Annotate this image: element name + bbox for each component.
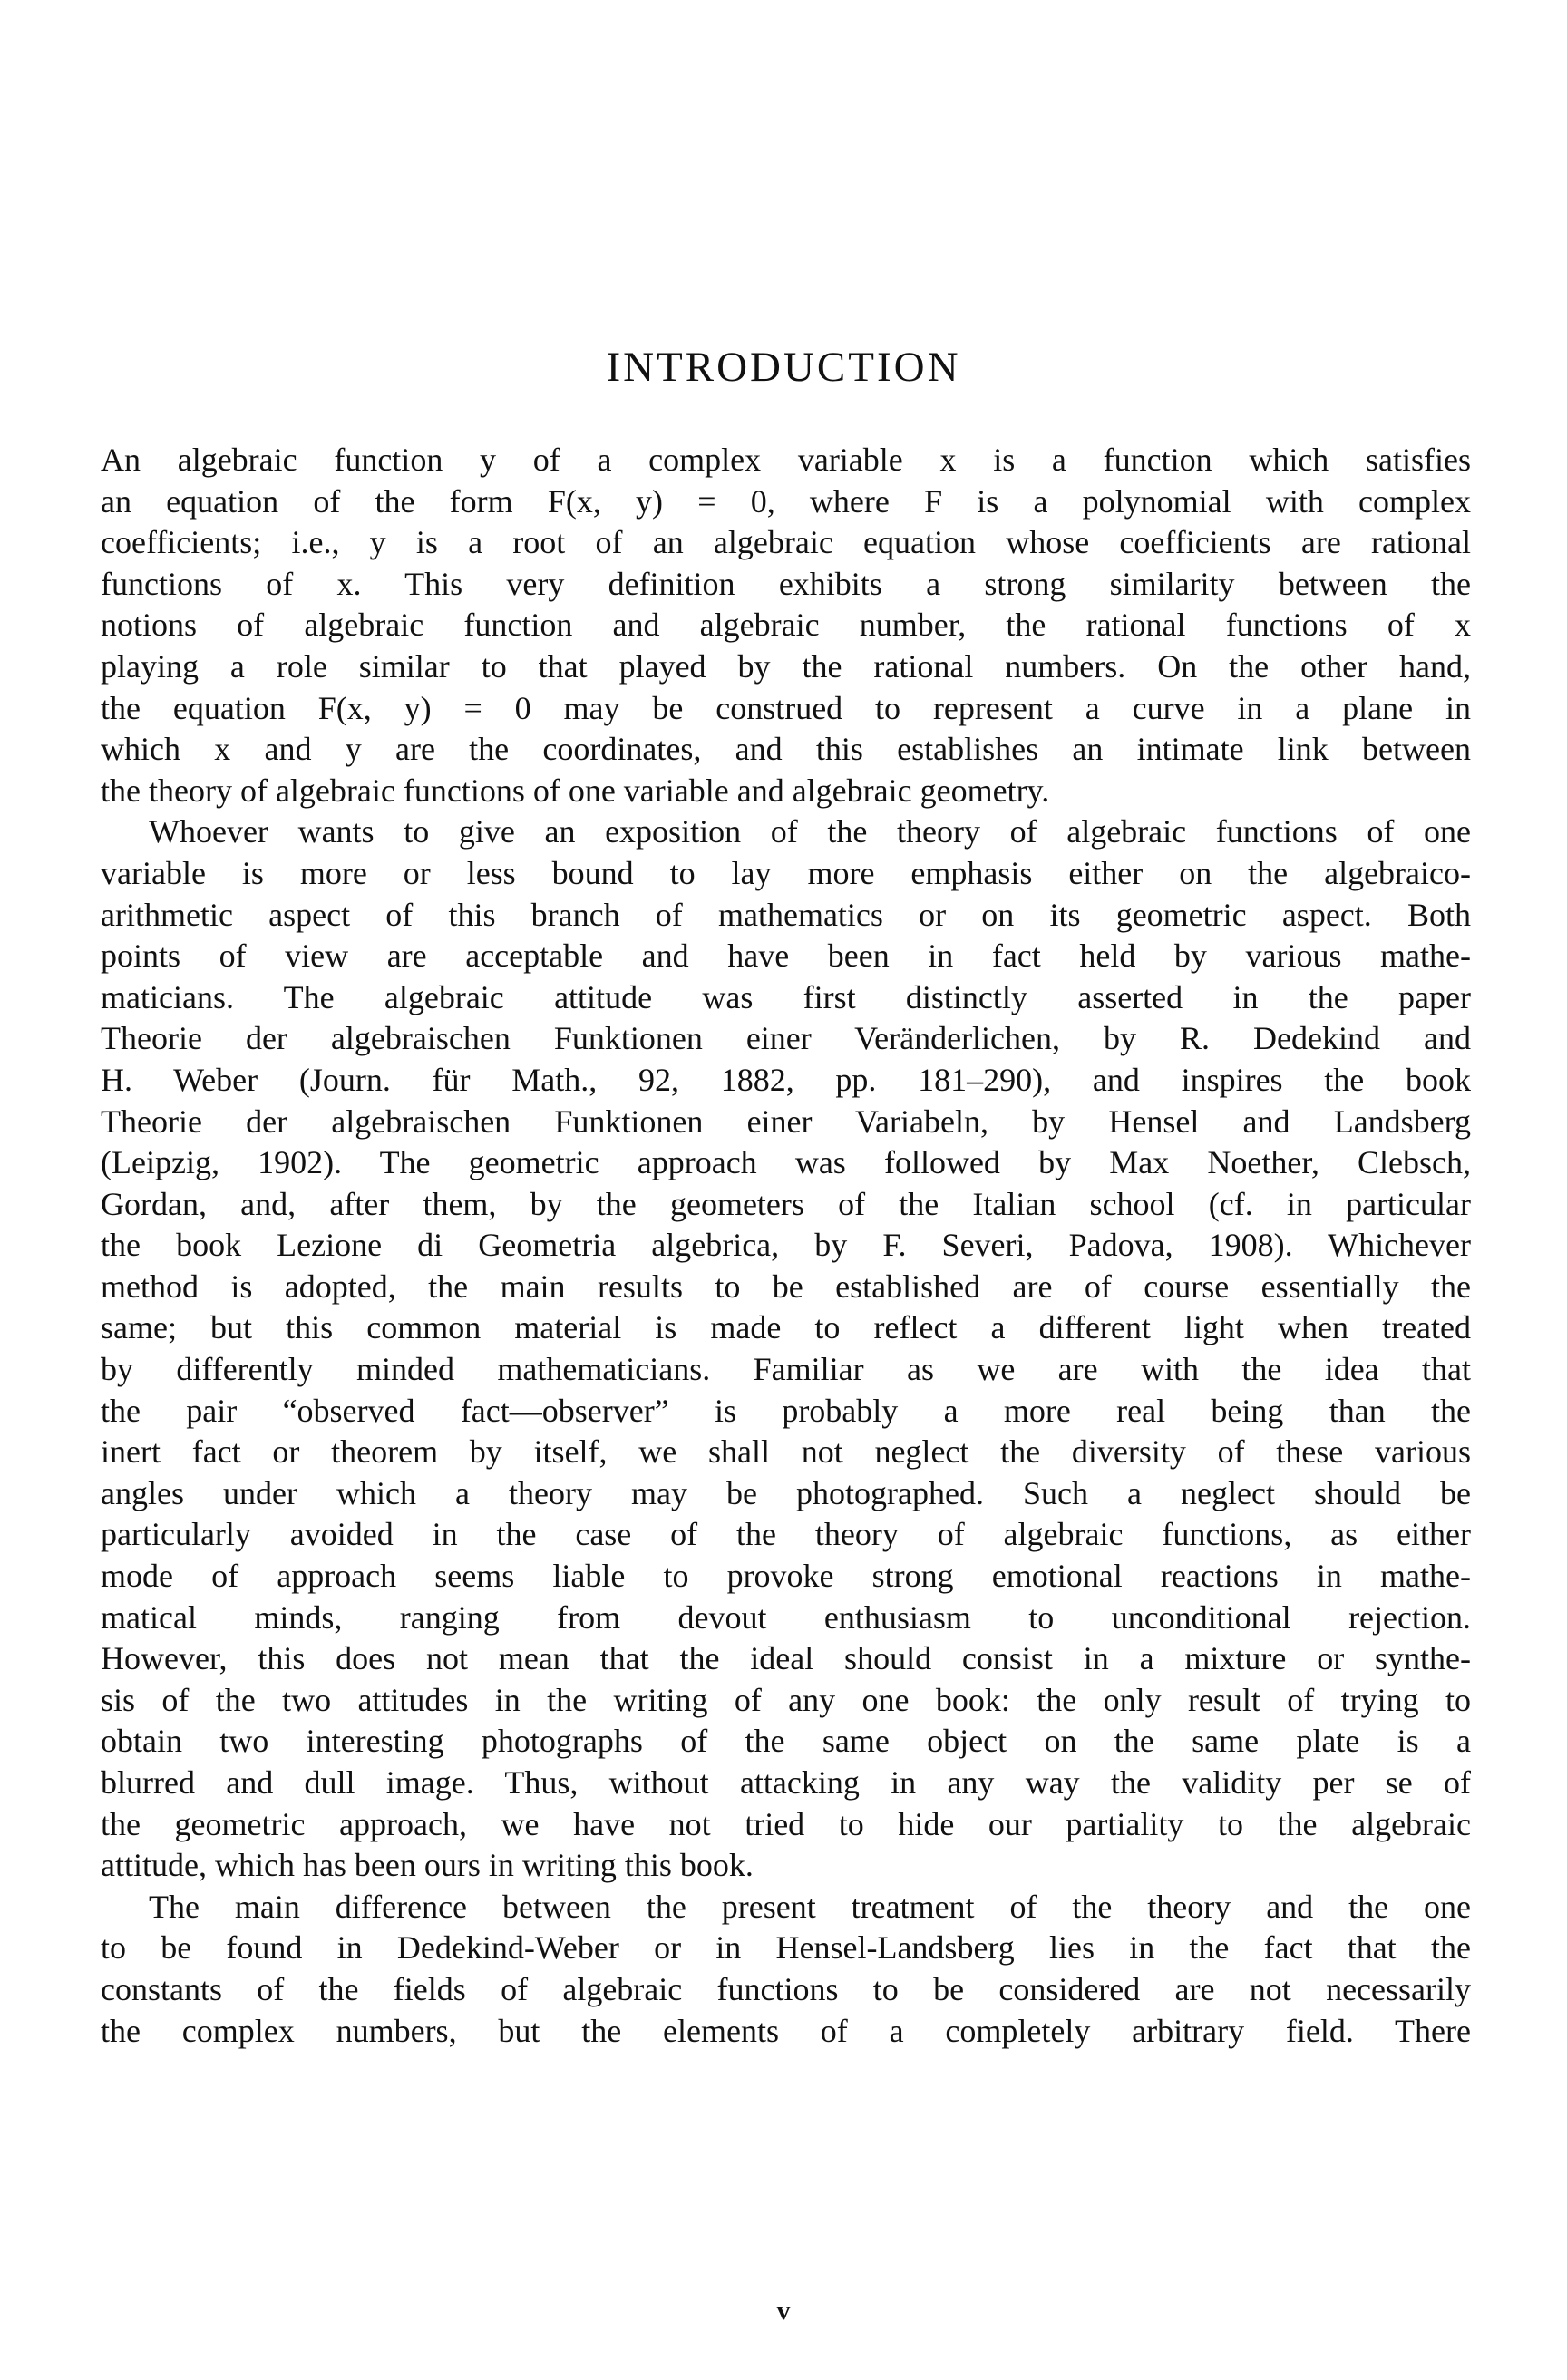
text-line: coefficients; i.e., y is a root of an algebraic equation whose coefficients are rational [101, 524, 1471, 561]
text-line: method is adopted, the main results to be established are of course essentially the [101, 1268, 1471, 1305]
text-line: blurred and dull image. Thus, without attacking in any way the validity per se of [101, 1764, 1471, 1801]
text-line: matical minds, ranging from devout enthusiasm to unconditional rejection. [101, 1598, 1471, 1636]
text-line: Theorie der algebraischen Funktionen einer Veränderlichen, by R. Dedekind and [101, 1020, 1471, 1057]
text-line: points of view are acceptable and have been in fact held by various mathe- [101, 937, 1471, 975]
text-line: inert fact or theorem by itself, we shall not neglect the diversity of these various [101, 1433, 1471, 1471]
text-line: the complex numbers, but the elements of a completely arbitrary field. There [101, 2012, 1471, 2049]
text-line: to be found in Dedekind-Weber or in Hensel-Landsberg lies in the fact that the [101, 1929, 1471, 1967]
text-line: an equation of the form F(x, y) = 0, where F is a polynomial with complex [101, 482, 1471, 520]
text-line: sis of the two attitudes in the writing of any one book: the only result of trying to [101, 1681, 1471, 1718]
text-line: Theorie der algebraischen Funktionen einer Variabeln, by Hensel and Landsberg [101, 1103, 1471, 1140]
text-line: by differently minded mathematicians. Familiar as we are with the idea that [101, 1351, 1471, 1388]
text-line: obtain two interesting photographs of the same object on the same plate is a [101, 1723, 1471, 1760]
text-line: mode of approach seems liable to provoke strong emotional reactions in mathe- [101, 1558, 1471, 1595]
text-line: constants of the fields of algebraic functions to be considered are not necessarily [101, 1970, 1471, 2007]
text-line: variable is more or less bound to lay more emphasis either on the algebraico- [101, 854, 1471, 891]
text-line: the geometric approach, we have not tried to hide our partiality to the algebraic [101, 1805, 1471, 1842]
text-line: angles under which a theory may be photographed. Such a neglect should be [101, 1474, 1471, 1511]
text-line: Whoever wants to give an exposition of the theory of algebraic functions of one [149, 813, 1471, 850]
text-line: the book Lezione di Geometria algebrica, by F. Severi, Padova, 1908). Whichever [101, 1227, 1471, 1264]
text-line: H. Weber (Journ. für Math., 92, 1882, pp. 181–290), and inspires the book [101, 1061, 1471, 1098]
text-line: same; but this common material is made to reflect a different light when treated [101, 1309, 1471, 1346]
text-line: arithmetic aspect of this branch of mathematics or on its geometric aspect. Both [101, 896, 1471, 933]
text-line: However, this does not mean that the ideal should consist in a mixture or synthe- [101, 1640, 1471, 1677]
text-line: which x and y are the coordinates, and this establishes an intimate link between [101, 731, 1471, 768]
text-line: Gordan, and, after them, by the geometers of the Italian school (cf. in particular [101, 1185, 1471, 1222]
text-line: (Leipzig, 1902). The geometric approach was followed by Max Noether, Clebsch, [101, 1144, 1471, 1181]
text-line: the theory of algebraic functions of one variable and algebraic geometry. [101, 772, 1050, 809]
text-line: playing a role similar to that played by the rational numbers. On the other hand, [101, 647, 1471, 685]
text-line: particularly avoided in the case of the theory of algebraic functions, as either [101, 1516, 1471, 1553]
chapter-heading: INTRODUCTION [606, 344, 961, 391]
text-line: maticians. The algebraic attitude was first distinctly asserted in the paper [101, 978, 1471, 1015]
text-line: An algebraic function y of a complex variable x is a function which satisfies [101, 442, 1471, 478]
body-text [101, 440, 1471, 2052]
text-line: notions of algebraic function and algebraic number, the rational functions of x [101, 607, 1471, 644]
text-line: The main difference between the present treatment of the theory and the one [149, 1888, 1471, 1925]
text-line: functions of x. This very definition exhibits a strong similarity between the [101, 565, 1471, 602]
page-number: v [776, 2296, 791, 2326]
text-line: the pair “observed fact—observer” is probably a more real being than the [101, 1392, 1471, 1429]
text-line: the equation F(x, y) = 0 may be construed to represent a curve in a plane in [101, 689, 1471, 726]
text-line: attitude, which has been ours in writing this book. [101, 1847, 754, 1884]
